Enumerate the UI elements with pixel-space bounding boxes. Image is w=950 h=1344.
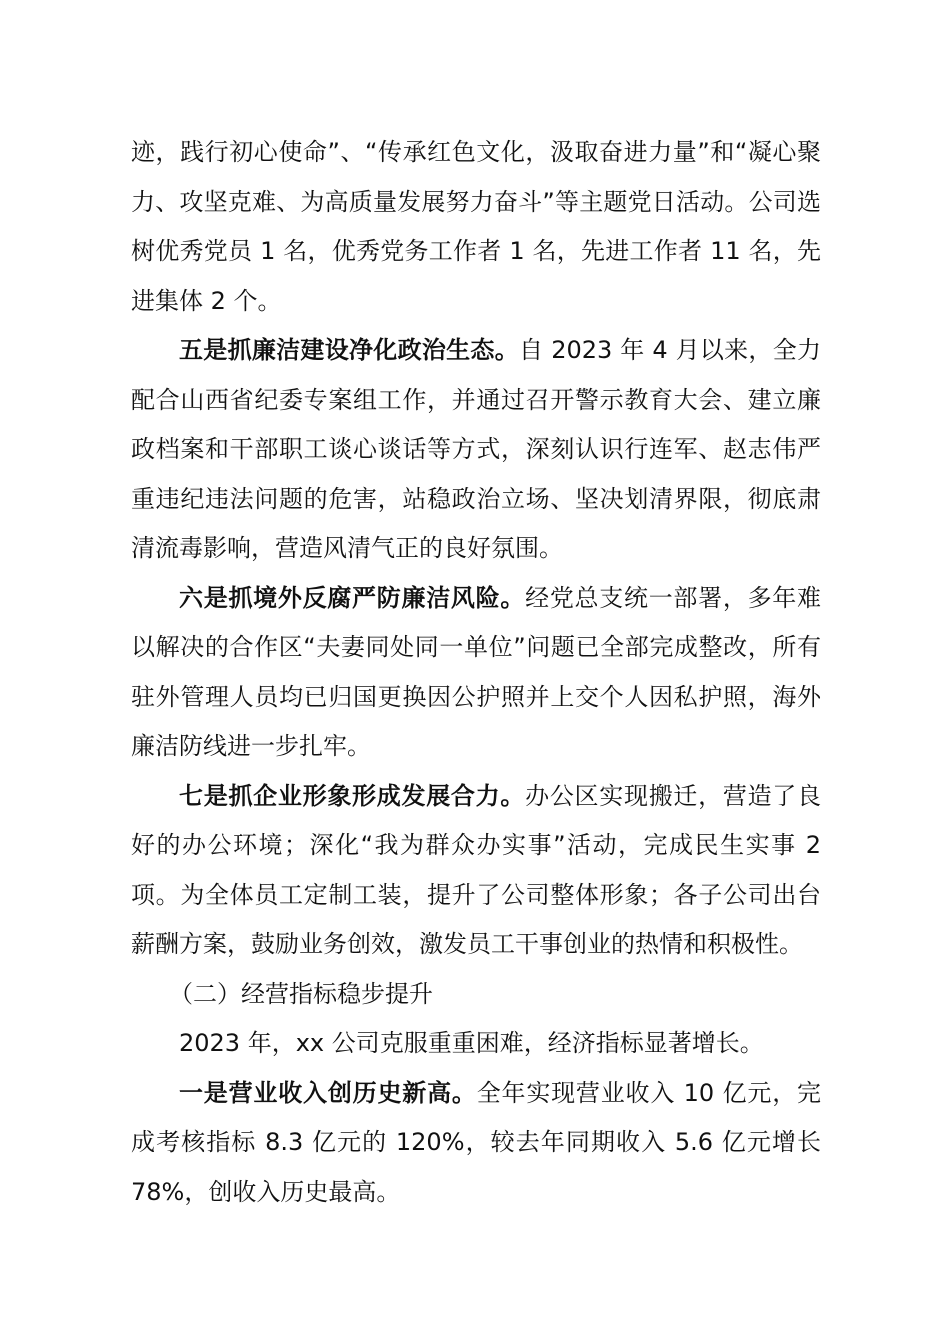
- document-body: [131, 128, 821, 1217]
- section-subheading: [131, 970, 821, 1020]
- subheading-text: （二）经营指标稳步提升: [169, 979, 433, 1008]
- paragraph-continuation: [131, 128, 821, 326]
- paragraph-text: 经党总支统一部署，多年难以解决的合作区“夫妻同处同一单位”问题已全部完成整改，所有驻外管理人员均已归国更换因公护照并上交个人因私护照，海外廉洁防线进一步扎牢。: [131, 583, 822, 760]
- paragraph-summary: [131, 1019, 821, 1069]
- paragraph-heading: 六是抓境外反腐严防廉洁风险。: [179, 583, 526, 612]
- paragraph-heading: 五是抓廉洁建设净化政治生态。: [179, 336, 519, 364]
- paragraph-text: 2023 年，xx 公司克服重重困难，经济指标显著增长。: [179, 1029, 764, 1057]
- paragraph-integrity: [131, 326, 821, 574]
- paragraph-heading: 七是抓企业形象形成发展合力。: [179, 781, 526, 810]
- paragraph-corporate-image: [131, 772, 821, 970]
- paragraph-text: 全年实现营业收入 10 亿元，完成考核指标 8.3 亿元的 120%，较去年同期收入 5.6 亿元增长 78%，创收入历史最高。: [131, 1078, 822, 1206]
- paragraph-text: 自 2023 年 4 月以来，全力配合山西省纪委专案组工作，并通过召开警示教育大会、建立廉政档案和干部职工谈心谈话等方式，深刻认识行连军、赵志伟严重违纪违法问题的危害，站稳政治立场、坚决划清界限，彻底肃清流毒影响，营造风清气正的良好氛围。: [131, 336, 821, 562]
- paragraph-heading: 一是营业收入创历史新高。: [179, 1078, 477, 1107]
- paragraph-revenue: [131, 1069, 821, 1218]
- paragraph-text: 迹，践行初心使命”、“传承红色文化，汲取奋进力量”和“凝心聚力、攻坚克难、为高质量发展努力奋斗”等主题党日活动。公司选树优秀党员 1 名，优秀党务工作者 1 名，先进工作者 11 名，先进集体 2 个。: [131, 138, 821, 315]
- paragraph-anticorruption: [131, 574, 821, 772]
- paragraph-text: 办公区实现搬迁，营造了良好的办公环境；深化“我为群众办实事”活动，完成民生实事 2 项。为全体员工定制工装，提升了公司整体形象；各子公司出台薪酬方案，鼓励业务创效，激发员工干事创业的热情和积极性。: [131, 781, 822, 958]
